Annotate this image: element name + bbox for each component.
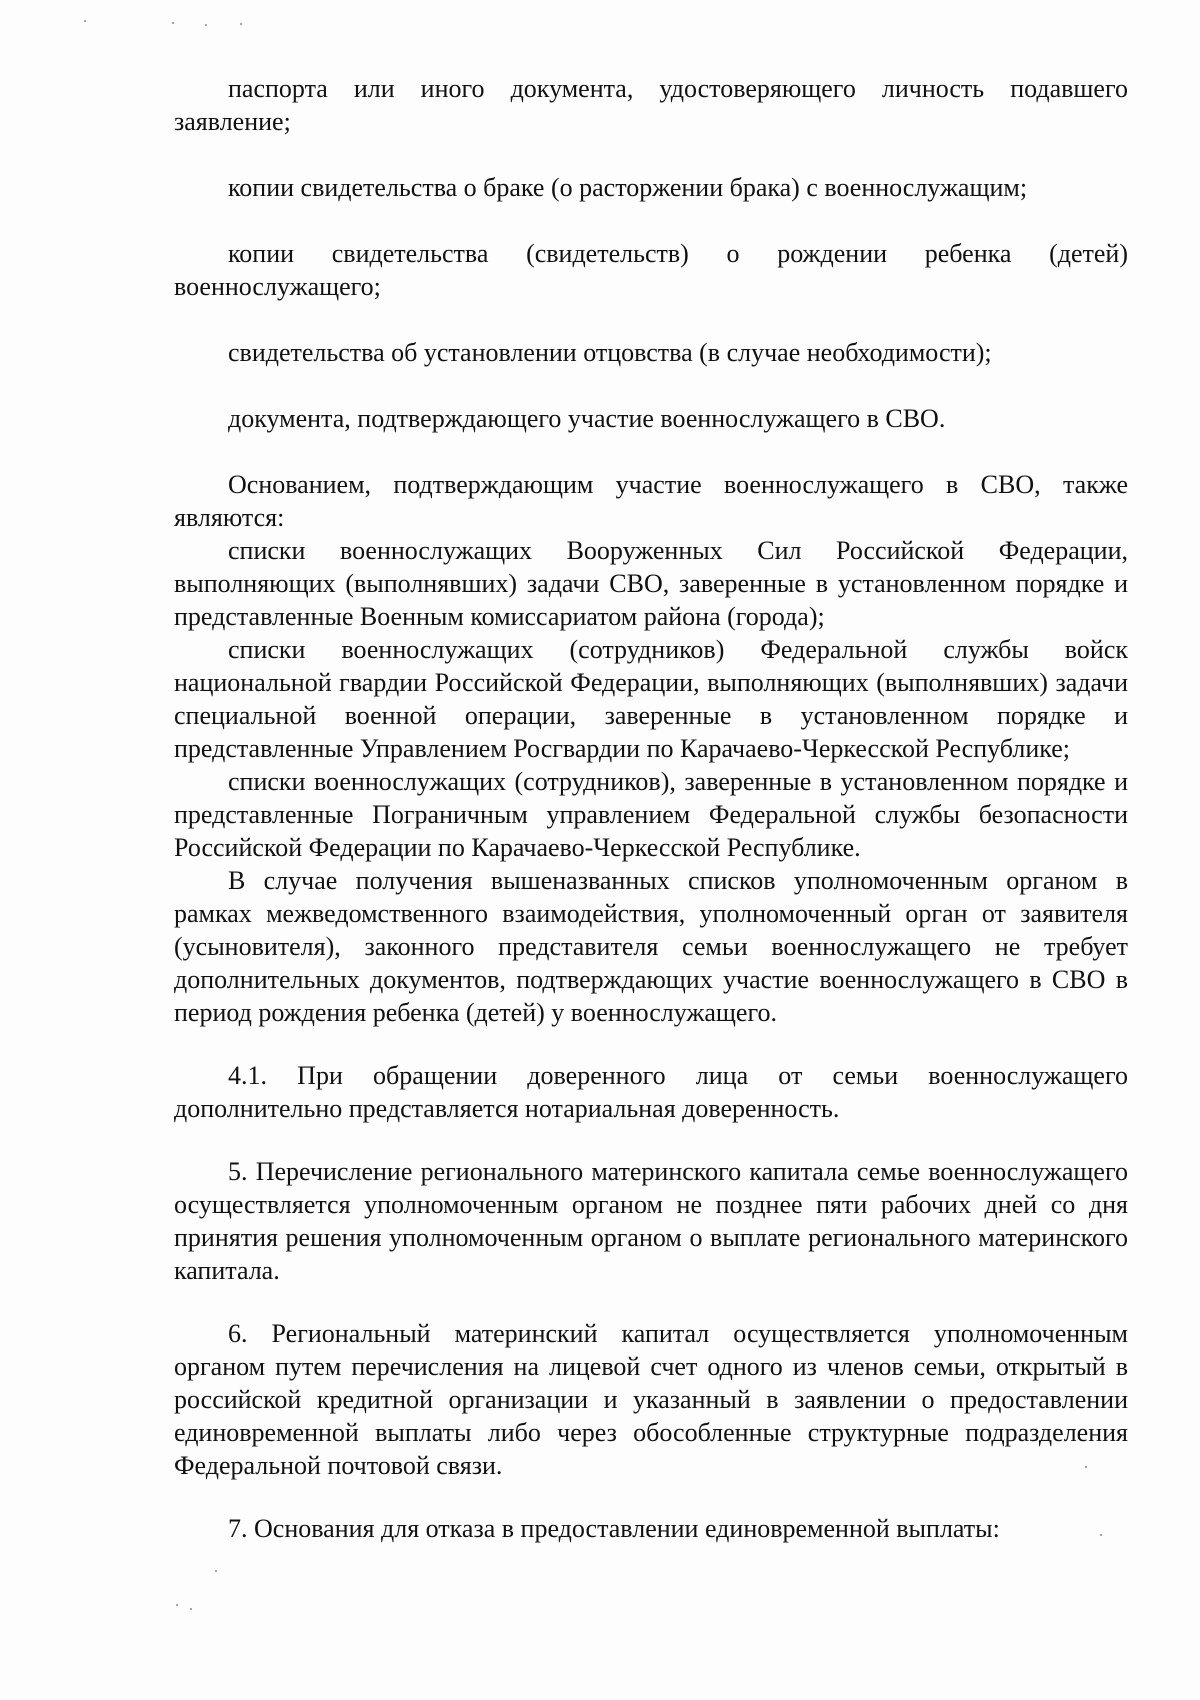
scan-speck bbox=[190, 1608, 192, 1610]
paragraph-svo-document: документа, подтверждающего участие военнослужащего в СВО. bbox=[228, 404, 946, 433]
paragraph-svo-basis: Основанием, подтверждающим участие военнослужащего в СВО, также являются: bbox=[174, 470, 1128, 532]
paragraph-marriage-certificate: копии свидетельства о браке (о расторжении брака) с военнослужащим; bbox=[228, 173, 1028, 202]
paragraph-paternity-certificate: свидетельства об установлении отцовства (в случае необходимости); bbox=[228, 338, 992, 367]
scan-speck bbox=[176, 1604, 178, 1606]
document-body bbox=[174, 72, 1128, 1545]
section-7: 7. Основания для отказа в предоставлении единовременной выплаты: bbox=[228, 1514, 1000, 1543]
paragraph-interagency-lists: В случае получения вышеназванных списков уполномоченным органом в рамках межведомственного взаимодействия, уполномоченный орган от заявителя (усыновителя), законного представителя семьи военнослужащего не требует дополнительных документов, подтверждающих участие военнослужащего в СВО в период рождения ребенка (детей) у военнослужащего. bbox=[174, 866, 1128, 1027]
scan-speck bbox=[215, 1570, 217, 1572]
paragraph-passport: паспорта или иного документа, удостоверяющего личность подавшего заявление; bbox=[174, 74, 1128, 136]
paragraph-border-service-lists: списки военнослужащих (сотрудников), заверенные в установленном порядке и представленные Пограничным управлением Федеральной службы безопасности Российской Федерации по Карачаево-Черкесской Республике. bbox=[174, 767, 1128, 862]
paragraph-birth-certificate: копии свидетельства (свидетельств) о рождении ребенка (детей) военнослужащего; bbox=[174, 239, 1128, 301]
scan-speck bbox=[205, 24, 207, 26]
paragraph-national-guard-lists: списки военнослужащих (сотрудников) Федеральной службы войск национальной гвардии Российской Федерации, выполняющих (выполнявших) задачи специальной военной операции, заверенные в установленном порядке и представленные Управлением Росгвардии по Карачаево-Черкесской Республике; bbox=[174, 635, 1128, 763]
scan-speck bbox=[84, 20, 86, 22]
section-5: 5. Перечисление регионального материнского капитала семье военнослужащего осуществляется уполномоченным органом не позднее пяти рабочих дней со дня принятия решения уполномоченным органом о выплате регионального материнского капитала. bbox=[174, 1157, 1128, 1285]
section-6: 6. Региональный материнский капитал осуществляется уполномоченным органом путем перечисления на лицевой счет одного из членов семьи, открытый в российской кредитной организации и указанный в заявлении о предоставлении единовременной выплаты либо через обособленные структурные подразделения Федеральной почтовой связи. bbox=[174, 1319, 1128, 1480]
scan-speck bbox=[240, 23, 242, 25]
paragraph-armed-forces-lists: списки военнослужащих Вооруженных Сил Российской Федерации, выполняющих (выполнявших) задачи СВО, заверенные в установленном порядке и представленные Военным комиссариатом района (города); bbox=[174, 536, 1128, 631]
scan-speck bbox=[172, 22, 174, 24]
section-4-1: 4.1. При обращении доверенного лица от семьи военнослужащего дополнительно представляется нотариальная доверенность. bbox=[174, 1061, 1128, 1123]
